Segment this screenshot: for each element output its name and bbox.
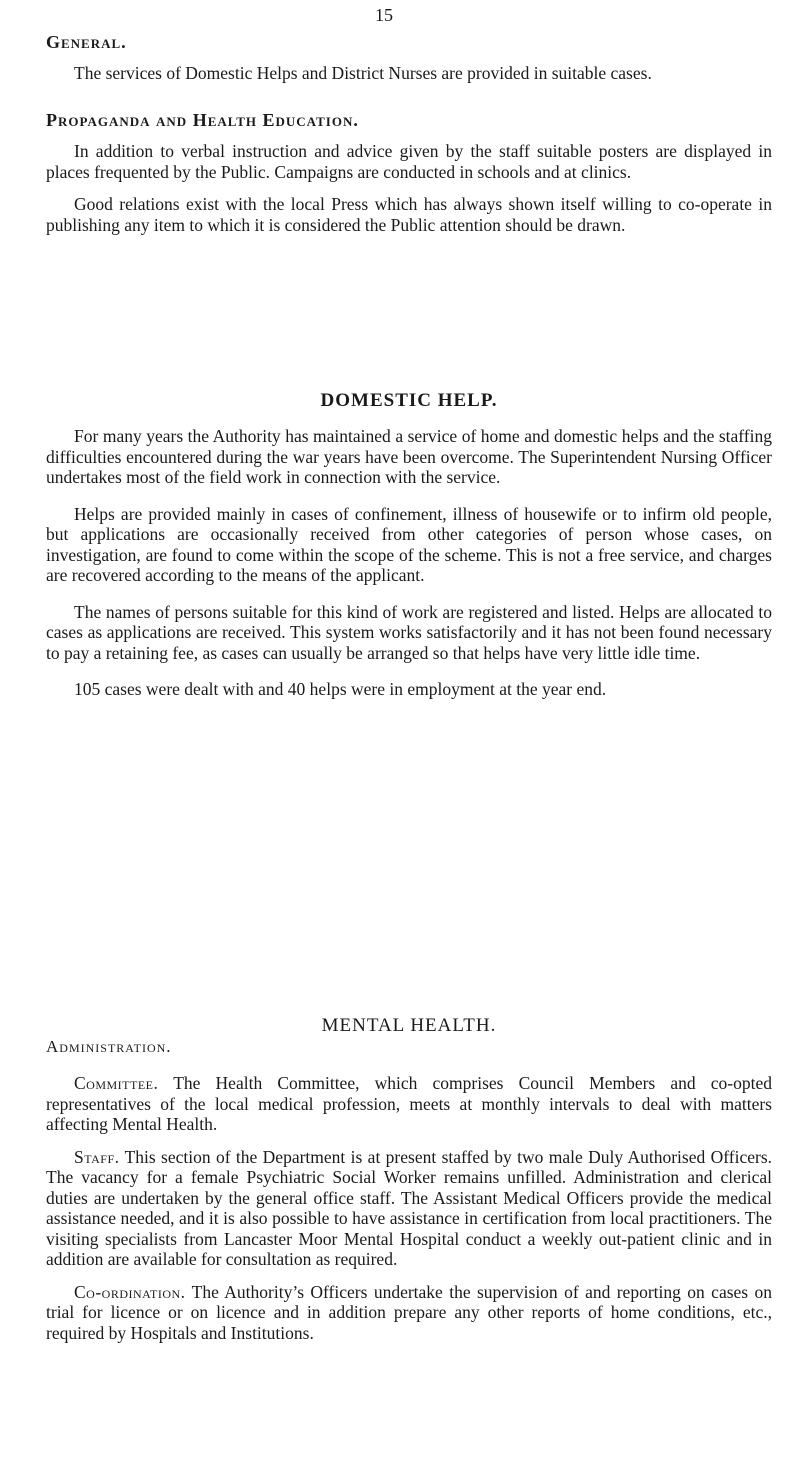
domestic-help-paragraph-1: For many years the Authority has maintained a service of home and domestic helps and the staffing difficulties encountered during the war years have been overcome. The Superintendent Nursing Officer undertakes most of the field work in connection with the service.	[46, 426, 772, 487]
general-paragraph: The services of Domestic Helps and District Nurses are provided in suitable cases.	[74, 63, 652, 83]
domestic-help-paragraph-2: Helps are provided mainly in cases of confinement, illness of housewife or to infirm old people, but applications are occasionally received from other categories of person whose cases, on investigation, are found to come within the scope of the scheme. This is not a free service, and charges are recovered according to the means of the applicant.	[46, 503, 772, 585]
propaganda-paragraph-2: Good relations exist with the local Press which has always shown itself willing to co-operate in publishing any item to which it is considered the Public attention should be drawn.	[46, 194, 772, 235]
staff-text: This section of the Department is at present staffed by two male Duly Authorised Officers. The vacancy for a female Psychiatric Social Worker remains unfilled. Administration and clerical duties are undertaken by the general office staff. The Assistant Medical Officers provide the medical assistance needed, and it is also possible to have assistance in certification from local practitioners. The visiting specialists from Lancaster Moor Mental Hospital conduct a weekly out-patient clinic and in addition are available for consultation as required.	[46, 1146, 773, 1269]
domestic-help-heading: DOMESTIC HELP.	[320, 390, 498, 411]
coordination-text: The Authority’s Officers undertake the supervision of and reporting on cases on trial for licence or on licence and in addition prepare any other reports of home conditions, etc., required by Hospitals and Institutions.	[46, 1281, 773, 1343]
coordination-paragraph	[46, 1282, 772, 1344]
domestic-help-paragraph-4: 105 cases were dealt with and 40 helps were in employment at the year end.	[74, 679, 607, 699]
domestic-help-paragraph-3: The names of persons suitable for this kind of work are registered and listed. Helps are allocated to cases as applications are received. This system works satisfactorily and it has not been found necessary to pay a retaining fee, as cases can usually be arranged so that helps have very little idle time.	[46, 601, 772, 663]
general-heading: General.	[46, 32, 127, 52]
propaganda-paragraph-1: In addition to verbal instruction and advice given by the staff suitable posters are displayed in places frequented by the Public. Campaigns are conducted in schools and at clinics.	[46, 141, 772, 182]
staff-label: Staff.	[74, 1146, 120, 1167]
domestic-help-section	[46, 390, 772, 700]
page-number: 15	[375, 5, 393, 25]
mental-health-heading-block	[46, 1015, 772, 1063]
committee-paragraph	[46, 1073, 772, 1135]
committee-text: The Health Committee, which comprises Council Members and co-opted representatives of the local medical profession, meets at monthly intervals to deal with matters affecting Mental Health.	[46, 1073, 772, 1134]
mental-health-heading: MENTAL HEALTH.	[321, 1015, 497, 1036]
staff-paragraph	[46, 1147, 772, 1270]
committee-label: Committee.	[74, 1073, 159, 1093]
coordination-label: Co-ordination.	[74, 1281, 186, 1302]
propaganda-section	[46, 110, 772, 235]
general-section	[46, 32, 772, 84]
administration-subheading: Administration.	[46, 1037, 172, 1056]
mental-health-section	[46, 1015, 772, 1343]
propaganda-heading: Propaganda and Health Education.	[46, 110, 359, 130]
